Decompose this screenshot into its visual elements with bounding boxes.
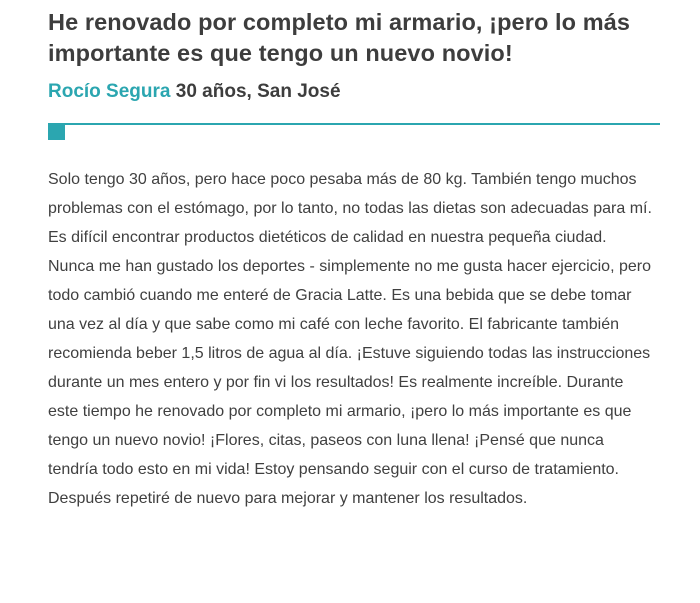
section-divider <box>48 123 660 139</box>
testimonial-headline: He renovado por completo mi armario, ¡pero lo más importante es que tengo un nuevo novio! <box>48 9 631 66</box>
author-name: Rocío Segura <box>48 81 171 102</box>
divider-line <box>48 123 660 125</box>
testimonial-story: Solo tengo 30 años, pero hace poco pesaba más de 80 kg. También tengo muchos problemas con el estómago, por lo tanto, no todas las dietas son adecuadas para mí. Es difícil encontrar productos dietéticos de calidad en nuestra pequeña ciudad. Nunca me han gustado los deportes - simplemente no me gusta hacer ejercicio, pero todo cambió cuando me enteré de Gracia Latte. Es una bebida que se debe tomar una vez al día y que sabe como mi café con leche favorito. El fabricante también recomienda beber 1,5 litros de agua al día. ¡Estuve siguiendo todas las instrucciones durante un mes entero y por fin vi los resultados! Es realmente increíble. Durante este tiempo he renovado por completo mi armario, ¡pero lo más importante es que tengo un nuevo novio! ¡Flores, citas, paseos con luna llena! ¡Pensé que nunca tendría todo esto en mi vida! Estoy pensando seguir con el curso de tratamiento. Después repetiré de nuevo para mejorar y mantener los resultados. <box>48 171 652 507</box>
author-details: 30 años, San José <box>170 81 341 102</box>
testimonial-block <box>48 0 660 513</box>
divider-accent-square <box>48 123 65 140</box>
testimonial-author <box>48 80 660 104</box>
